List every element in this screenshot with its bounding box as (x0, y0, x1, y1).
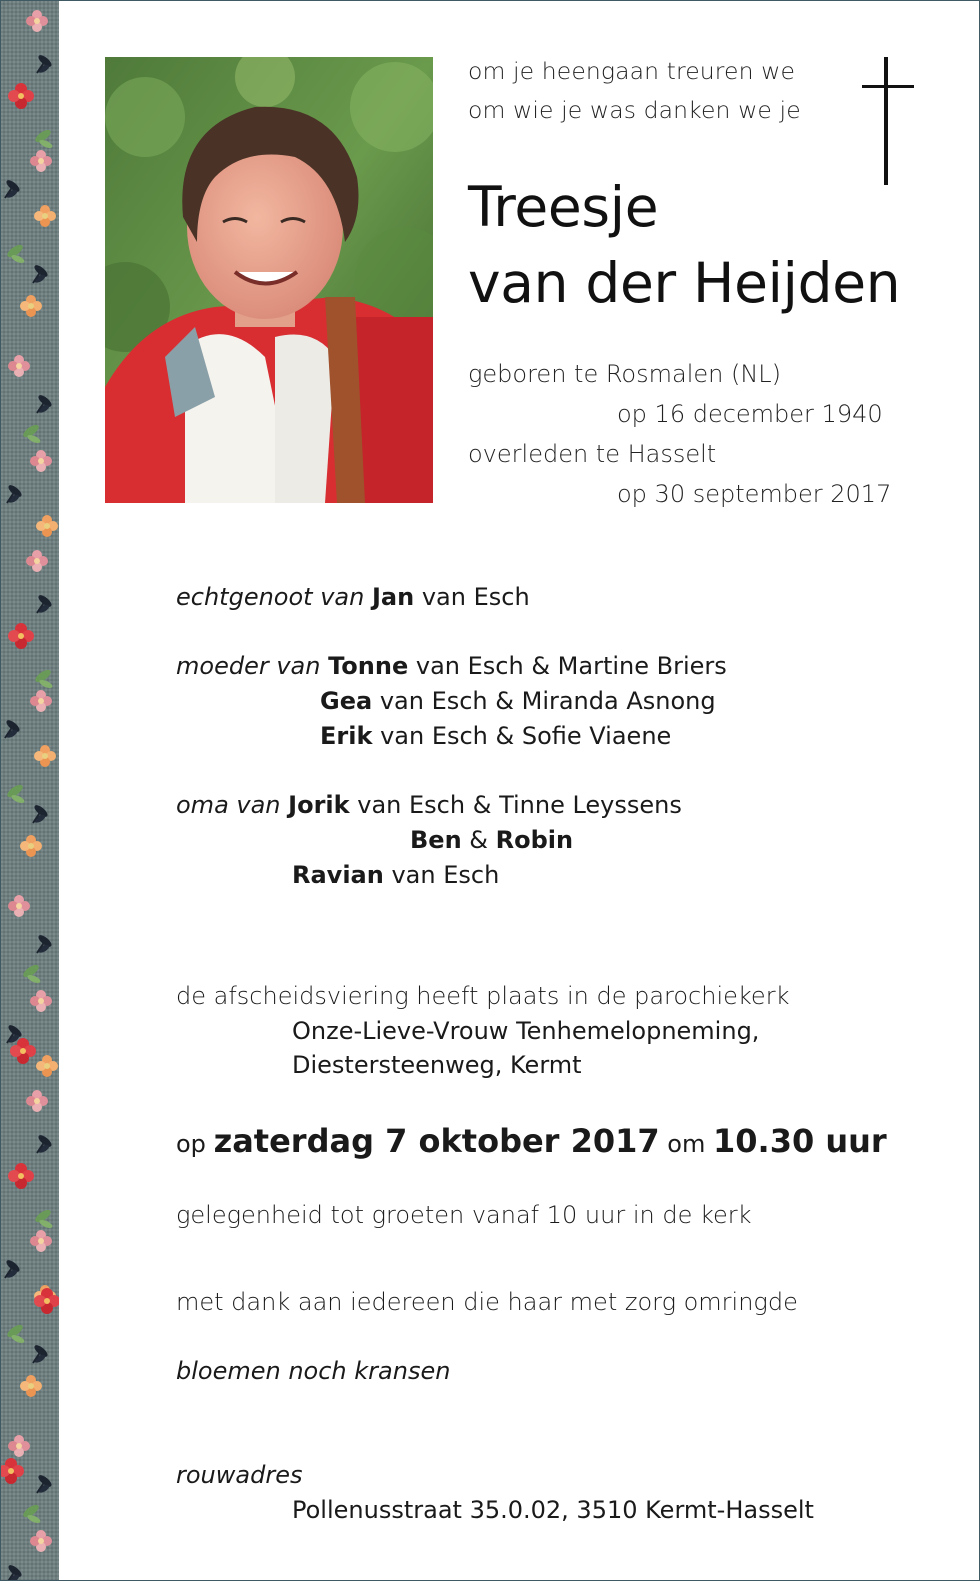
floral-strip (1, 1, 59, 1580)
child-first-name: Erik (320, 722, 373, 750)
cross-icon (860, 57, 916, 187)
portrait-photo (105, 57, 433, 503)
grandchild-rest: van Esch & Tinne Leyssens (357, 791, 682, 819)
child-first-name: Tonne (328, 652, 409, 680)
deceased-last-name: van der Heijden (468, 251, 901, 315)
grandchild-first-name: Ravian (292, 861, 384, 889)
grandchildren-prefix: oma van (176, 791, 281, 819)
children-line-2 (320, 689, 716, 713)
ceremony-datetime (176, 1122, 887, 1160)
child-rest: van Esch & Martine Briers (415, 652, 727, 680)
time-prefix: om (667, 1130, 706, 1158)
verse-line-2: om wie je was danken we je (468, 96, 801, 124)
child-rest: van Esch & Sofie Viaene (380, 722, 672, 750)
spouse-prefix: echtgenoot van (176, 583, 365, 611)
grandchildren-line-1 (176, 793, 682, 817)
grandchild-ampersand: & (469, 826, 489, 854)
child-rest: van Esch & Miranda Asnong (379, 687, 716, 715)
born-place: geboren te Rosmalen (NL) (468, 360, 782, 388)
grandchildren-line-2 (410, 828, 573, 852)
address-label: rouwadres (176, 1461, 303, 1489)
grandchild-first-name: Robin (495, 826, 574, 854)
deceased-first-name: Treesje (468, 175, 659, 239)
spouse-line (176, 585, 530, 609)
church-address: Diestersteenweg, Kermt (292, 1051, 582, 1079)
ceremony-time: 10.30 uur (713, 1122, 887, 1160)
grandchild-rest: van Esch (391, 861, 500, 889)
ceremony-date: zaterdag 7 oktober 2017 (213, 1122, 660, 1160)
children-line-3 (320, 724, 671, 748)
flowers-note: bloemen noch kransen (176, 1357, 451, 1385)
children-prefix: moeder van (176, 652, 321, 680)
spouse-rest: van Esch (421, 583, 530, 611)
spouse-first-name: Jan (371, 583, 415, 611)
grandchild-first-name: Jorik (288, 791, 350, 819)
grandchild-first-name: Ben (410, 826, 462, 854)
date-prefix: op (176, 1130, 206, 1158)
verse-line-1: om je heengaan treuren we (468, 57, 796, 85)
died-place: overleden te Hasselt (468, 440, 717, 468)
died-date: op 30 september 2017 (617, 480, 892, 508)
greeting-text: gelegenheid tot groeten vanaf 10 uur in de kerk (176, 1201, 752, 1229)
ceremony-line-1: de afscheidsviering heeft plaats in de parochiekerk (176, 982, 790, 1010)
children-line-1 (176, 654, 727, 678)
grandchildren-line-3 (292, 863, 499, 887)
child-first-name: Gea (320, 687, 373, 715)
church-name: Onze-Lieve-Vrouw Tenhemelopneming, (292, 1017, 760, 1045)
mourning-address: Pollenusstraat 35.0.02, 3510 Kermt-Hasselt (292, 1496, 814, 1524)
thanks-text: met dank aan iedereen die haar met zorg omringde (176, 1288, 798, 1316)
born-date: op 16 december 1940 (617, 400, 883, 428)
